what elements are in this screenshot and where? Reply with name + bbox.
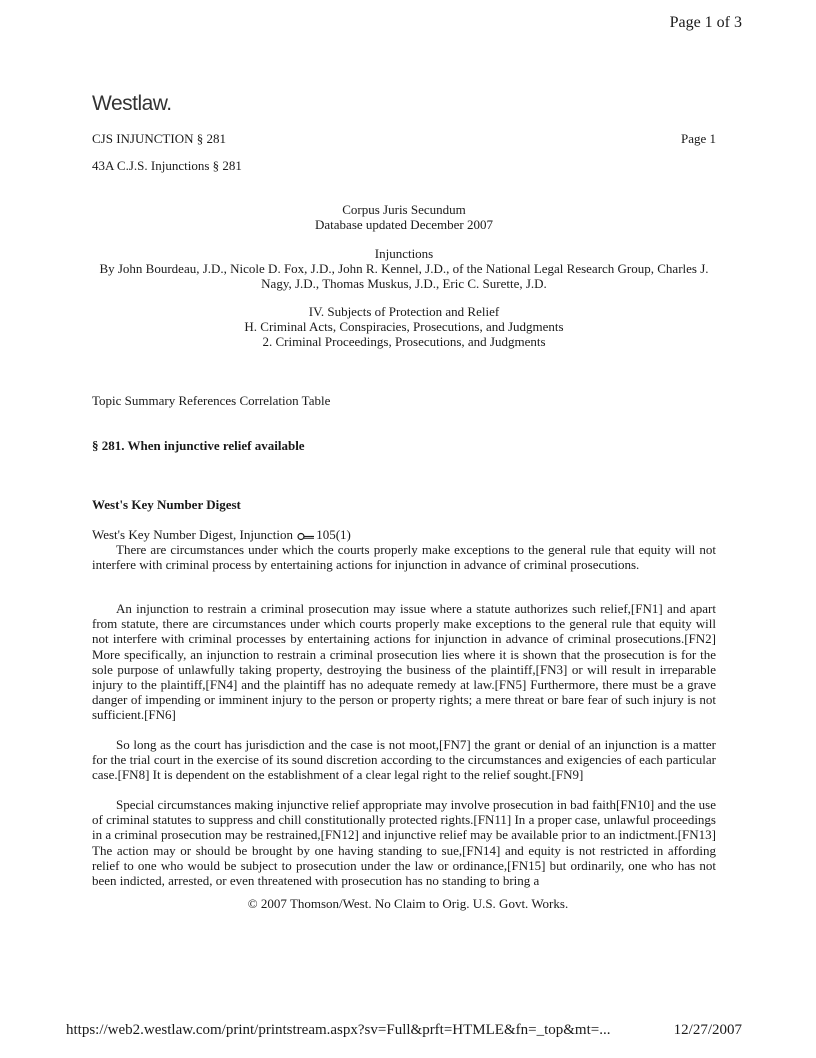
authors-title: Injunctions [374,246,434,261]
outline-level-2: H. Criminal Acts, Conspiracies, Prosecutions, and Judgments [244,319,564,334]
citation-line-2: 43A C.J.S. Injunctions § 281 [92,158,242,173]
footer-url[interactable]: https://web2.westlaw.com/print/printstream.aspx?sv=Full&prft=HTMLE&fn=_top&mt=... [66,1022,611,1038]
digest-line-suffix: 105(1) [316,527,351,542]
body-paragraph-1 [92,601,716,723]
source-block [92,202,716,232]
source-title: Corpus Juris Secundum [342,202,466,217]
paragraph-text: Special circumstances making injunctive relief appropriate may involve prosecution in bad faith[FN10] and the use of criminal statutes to suppress and chill constitutionally protected rights.[FN11] In a proper case, unlawful proceedings in a criminal prosecution may be restrained,[FN12] and injunctive relief may be available prior to an indictment.[FN13] The action may or should be brought by one having standing to sue,[FN14] and equity is not restricted in affording relief to one who would be subject to prosecution under the law or ordinance,[FN15] but ordinarily, one who has not been indicted, arrested, or even threatened with prosecution has no standing to bring a [92,797,716,889]
paragraph-text: So long as the court has jurisdiction and the case is not moot,[FN7] the grant or denial of an injunction is a matter for the trial court in the exercise of its sound discretion according to the circumstances and exigencies of each particular case.[FN8] It is dependent on the establishment of a clear legal right to the relief sought.[FN9] [92,737,716,783]
footer-date: 12/27/2007 [673,1022,742,1038]
section-title: § 281. When injunctive relief available [92,438,305,453]
outline-level-1: IV. Subjects of Protection and Relief [308,304,500,319]
authors-byline: By John Bourdeau, J.D., Nicole D. Fox, J.D., John R. Kennel, J.D., of the National Legal Research Group, Charles J. Nagy, J.D., Thomas Muskus, J.D., Eric C. Surette, J.D. [99,261,709,291]
digest-block [92,527,716,573]
key-icon [297,532,315,541]
copyright: © 2007 Thomson/West. No Claim to Orig. U.S. Govt. Works. [247,896,569,911]
page-count: Page 1 of 3 [669,14,742,31]
outline-level-3: 2. Criminal Proceedings, Prosecutions, and Judgments [262,334,546,349]
digest-heading: West's Key Number Digest [92,497,241,512]
outline-block [92,304,716,349]
source-updated: Database updated December 2007 [315,217,493,232]
authors-block [92,246,716,291]
citation-line-1: CJS INJUNCTION § 281 [92,131,226,146]
digest-line-prefix: West's Key Number Digest, Injunction [92,527,293,542]
paragraph-text: An injunction to restrain a criminal prosecution may issue where a statute authorizes such relief,[FN1] and apart from statute, there are circumstances under which courts properly make exceptions to the general rule that equity will not interfere with criminal processes by entertaining actions for injunction in advance of criminal prosecutions.[FN2] More specifically, an injunction to restrain a criminal prosecution lies where it is shown that the prosecution is for the sole purpose of unlawfully taking property, destroying the business of the plaintiff,[FN3] or will result in irreparable injury to the plaintiff,[FN4] and the plaintiff has no adequate remedy at law.[FN5] Furthermore, there must be a grave danger of impending or imminent injury to the person or property rights; a mere threat or bare fear of such injury is not sufficient.[FN6] [92,601,716,723]
digest-summary: There are circumstances under which the courts properly make exceptions to the general rule that equity will not interfere with criminal process by entertaining actions for injunction in advance of criminal prosecutions. [92,542,716,573]
topic-links[interactable]: Topic Summary References Correlation Table [92,393,331,408]
westlaw-logo: Westlaw. [92,92,172,115]
page-label: Page 1 [680,131,716,146]
digest-line[interactable] [92,527,716,542]
body-paragraph-2 [92,737,716,783]
body-paragraph-3 [92,797,716,888]
